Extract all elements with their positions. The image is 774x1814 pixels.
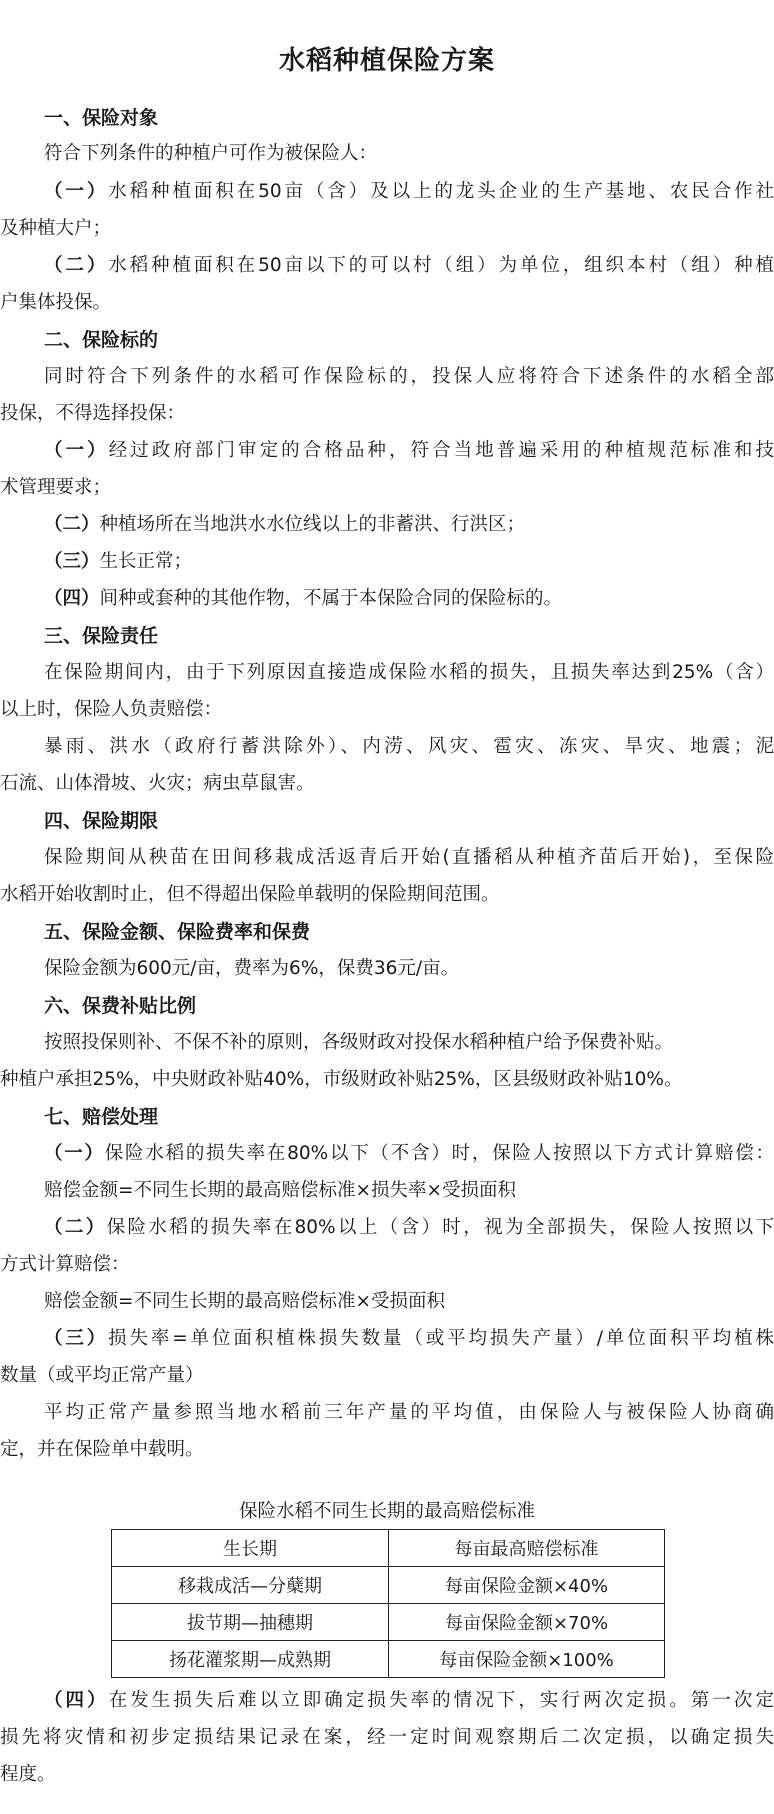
paragraph-line: 投保，不得选择投保： — [0, 403, 186, 424]
formula-line: 赔偿金额=不同生长期的最高赔偿标准×受损面积 — [44, 1291, 446, 1312]
paragraph-line: （一）经过政府部门审定的合格品种，符合当地普遍采用的种植规范标准和技 — [44, 440, 774, 461]
section-heading: 一、保险对象 — [44, 107, 159, 129]
paragraph-line: 保险期间从秧苗在田间移栽成活返青后开始(直播稻从种植齐苗后开始)，至保险 — [44, 847, 774, 868]
paragraph-line: 符合下列条件的种植户可作为被保险人： — [44, 143, 378, 164]
paragraph-line: （一）保险水稻的损失率在80%以下（不含）时，保险人按照以下方式计算赔偿： — [44, 1143, 774, 1164]
paragraph-line: 石流、山体滑坡、火灾；病虫草鼠害。 — [0, 773, 315, 794]
paragraph-line: 数量（或平均正常产量） — [0, 1365, 204, 1386]
item-label: （三） — [44, 1328, 109, 1349]
section-heading: 四、保险期限 — [44, 810, 159, 832]
paragraph-line: 方式计算赔偿： — [0, 1254, 130, 1275]
paragraph-line: 定，并在保险单中载明。 — [0, 1439, 204, 1460]
table-cell: 扬花灌浆期—成熟期 — [112, 1641, 389, 1678]
paragraph-line: （三）生长正常； — [44, 551, 193, 572]
table-cell: 移栽成活—分蘖期 — [112, 1567, 389, 1604]
paragraph-line: 平均正常产量参照当地水稻前三年产量的平均值，由保险人与被保险人协商确 — [44, 1402, 774, 1423]
section-heading: 三、保险责任 — [44, 625, 159, 647]
section-heading: 七、赔偿处理 — [44, 1106, 159, 1128]
section-heading: 五、保险金额、保险费率和保费 — [44, 921, 311, 943]
section-heading: 二、保险标的 — [44, 329, 159, 351]
table-cell: 每亩保险金额×40% — [389, 1567, 665, 1604]
item-label: （一） — [44, 440, 109, 461]
paragraph-line: 户集体投保。 — [0, 292, 112, 313]
paragraph-line: 程度。 — [0, 1764, 56, 1785]
table-cell: 拔节期—抽穗期 — [112, 1604, 389, 1641]
paragraph-line: 在保险期间内，由于下列原因直接造成保险水稻的损失，且损失率达到25%（含） — [44, 662, 774, 683]
paragraph-line: 同时符合下列条件的水稻可作保险标的，投保人应将符合下述条件的水稻全部 — [44, 366, 774, 387]
paragraph-line: 暴雨、洪水（政府行蓄洪除外）、内涝、风灾、雹灾、冻灾、旱灾、地震；泥 — [44, 736, 774, 757]
item-label: （一） — [44, 181, 109, 202]
table-cell: 每亩保险金额×100% — [389, 1641, 665, 1678]
paragraph-line: 保险金额为600元/亩，费率为6%，保费36元/亩。 — [44, 958, 460, 979]
table-row — [112, 1604, 665, 1641]
paragraph-line: 以上时，保险人负责赔偿： — [0, 699, 223, 720]
item-label: （四） — [44, 1690, 109, 1711]
paragraph-line: 术管理要求； — [0, 477, 112, 498]
table-header-row — [112, 1530, 665, 1567]
table-caption: 保险水稻不同生长期的最高赔偿标准 — [238, 1501, 535, 1522]
item-label: （二） — [44, 514, 100, 535]
paragraph-line: （二）保险水稻的损失率在80%以上（含）时，视为全部损失，保险人按照以下 — [44, 1217, 774, 1238]
paragraph-line: 水稻开始收割时止，但不得超出保险单载明的保险期间范围。 — [0, 884, 500, 905]
paragraph-line: （二）种植场所在当地洪水水位线以上的非蓄洪、行洪区； — [44, 514, 526, 535]
item-label: （一） — [44, 1143, 105, 1164]
table-row — [112, 1641, 665, 1678]
table-header-cell: 每亩最高赔偿标准 — [389, 1530, 665, 1567]
paragraph-line: 及种植大户； — [0, 218, 112, 239]
item-label: （四） — [44, 588, 100, 609]
paragraph-line: （一）水稻种植面积在50亩（含）及以上的龙头企业的生产基地、农民合作社 — [44, 181, 774, 202]
paragraph-line: （四）在发生损失后难以立即确定损失率的情况下，实行两次定损。第一次定 — [44, 1690, 774, 1711]
paragraph-line: （三）损失率=单位面积植株损失数量（或平均损失产量）/单位面积平均植株 — [44, 1328, 774, 1349]
paragraph-line: 损先将灾情和初步定损结果记录在案，经一定时间观察期后二次定损，以确定损失 — [0, 1727, 774, 1748]
document-title: 水稻种植保险方案 — [278, 46, 495, 76]
table-row — [112, 1567, 665, 1604]
item-label: （三） — [44, 551, 100, 572]
table-cell: 每亩保险金额×70% — [389, 1604, 665, 1641]
paragraph-line: （二）水稻种植面积在50亩以下的可以村（组）为单位，组织本村（组）种植 — [44, 255, 774, 276]
paragraph-line: 按照投保则补、不保不补的原则，各级财政对投保水稻种植户给予保费补贴。 — [44, 1032, 674, 1053]
section-heading: 六、保费补贴比例 — [44, 995, 197, 1017]
paragraph-line: （四）间种或套种的其他作物，不属于本保险合同的保险标的。 — [44, 588, 563, 609]
table-header-cell: 生长期 — [112, 1530, 389, 1567]
formula-line: 赔偿金额=不同生长期的最高赔偿标准×损失率×受损面积 — [44, 1180, 517, 1201]
paragraph-line: 种植户承担25%，中央财政补贴40%，市级财政补贴25%，区县级财政补贴10%。 — [0, 1069, 683, 1090]
item-label: （二） — [44, 255, 109, 276]
item-label: （二） — [44, 1217, 107, 1238]
compensation-table — [111, 1529, 665, 1678]
